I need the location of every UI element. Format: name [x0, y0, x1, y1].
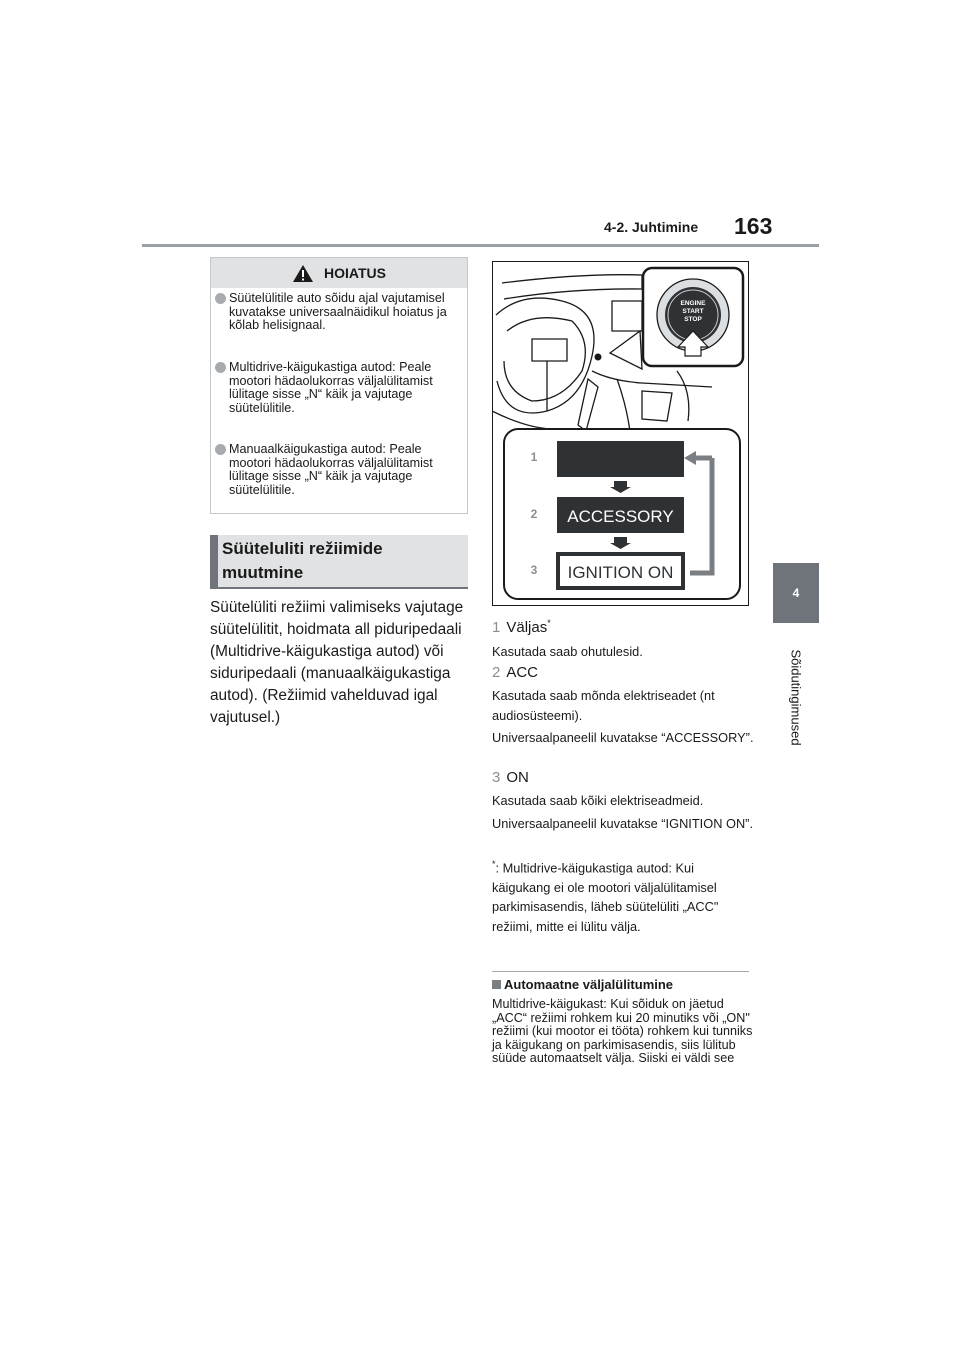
warning-item-text: Multidrive-käigukastiga autod: Peale mootori hädaolukorras väljalülitamist lülitage sisse „N“ käik ja vajutage süütelülitile.: [229, 360, 433, 415]
body-paragraph: Süütelüliti režiimi valimiseks vajutage süütelülitit, hoidmata all piduripedaali (Multidrive-käigukastiga autod) või siduripedaali (manuaalkäigukastiga autod). (Režiimid vahelduvad igal vajutusel.): [210, 599, 464, 726]
warning-item: [215, 443, 463, 497]
warning-title: HOIATUS: [324, 265, 386, 281]
warning-item: [215, 292, 463, 333]
mode-item-text: Universaalpaneelil kuvatakse “IGNITION ON”.: [492, 816, 753, 831]
button-label-line: START: [682, 308, 704, 315]
square-bullet-icon: [492, 980, 501, 989]
button-label-line: ENGINE: [680, 300, 706, 307]
footnote-mark: *: [547, 618, 551, 628]
mode-item-number: 3: [492, 769, 501, 786]
mode-item: [492, 618, 754, 637]
mode-number: 2: [530, 507, 538, 521]
auto-off-text: Multidrive-käigukast: Kui sõiduk on jäetud „ACC“ režiimi rohkem kui 20 minutiks või „ON" režiimi (kui mootor ei tööta) rohkem kui tunniks ja käigukang on parkimisasendis, siis lülitub süüde automaatselt välja. Siiski ei väldi see: [492, 997, 753, 1066]
chapter-label: Sõidutingimused: [788, 649, 804, 746]
mode-display-text: IGNITION ON: [567, 563, 674, 582]
bullet-icon: [215, 444, 226, 455]
auto-off-title: Automaatne väljalülitumine: [504, 977, 674, 992]
mode-display-text: ACCESSORY: [567, 507, 674, 526]
chapter-tab: [773, 563, 819, 623]
mode-number: 3: [530, 563, 538, 577]
auto-off-heading: [492, 977, 673, 992]
mode-display-off: [557, 441, 684, 477]
mode-item: [492, 769, 754, 787]
warning-item-text: Manuaalkäigukastiga autod: Peale mootori hädaolukorras väljalülitamist lülitage sisse „N“ käik ja vajutage süütelülitile.: [229, 442, 433, 497]
mode-item-title: ON: [506, 769, 529, 786]
mode-item-title: Väljas: [506, 619, 548, 636]
footnote-text: : Multidrive-käigukastiga autod: Kui käigukang ei ole mootori väljalülitamisel parkimisasendis, läheb süütelüliti „ACC" režiimi, mitte ei lülitu välja.: [492, 860, 719, 934]
header-rule: [142, 244, 819, 247]
mode-item-text: Kasutada saab ohutulesid.: [492, 644, 643, 659]
section-title: 4-2. Juhtimine: [604, 219, 699, 235]
page-number: 163: [734, 213, 773, 239]
bullet-icon: [215, 293, 226, 304]
subsection-rule: [210, 587, 468, 589]
warning-header: [211, 258, 467, 288]
chapter-number: 4: [792, 586, 800, 600]
mode-item-text: Kasutada saab kõiki elektriseadmeid.: [492, 793, 704, 808]
mode-item-number: 2: [492, 664, 501, 681]
mode-item-title: ACC: [506, 664, 539, 681]
footnote-mark: *: [492, 859, 496, 869]
warning-icon: [292, 264, 314, 283]
mode-item-number: 1: [492, 619, 501, 636]
subsection-title: Süüteluliti režiimide muutmine: [222, 539, 383, 582]
warning-item: [215, 361, 463, 415]
warning-item-text: Süütelülitile auto sõidu ajal vajutamisel kuvatakse universaalnäidikul hoiatus ja kõlab helisignaal.: [229, 291, 447, 333]
section-rule: [492, 971, 749, 972]
mode-number: 1: [530, 450, 538, 464]
subsection-heading-bar: [210, 535, 218, 587]
mode-item-text: Universaalpaneelil kuvatakse “ACCESSORY”.: [492, 730, 754, 745]
mode-item-text: Kasutada saab mõnda elektriseadet (nt audiosüsteemi).: [492, 688, 715, 723]
engine-switch-illustration: [492, 261, 749, 606]
button-label-line: STOP: [684, 316, 702, 323]
footnote: [492, 855, 754, 936]
bullet-icon: [215, 362, 226, 373]
mode-item: [492, 664, 754, 682]
warning-box: [210, 257, 468, 514]
